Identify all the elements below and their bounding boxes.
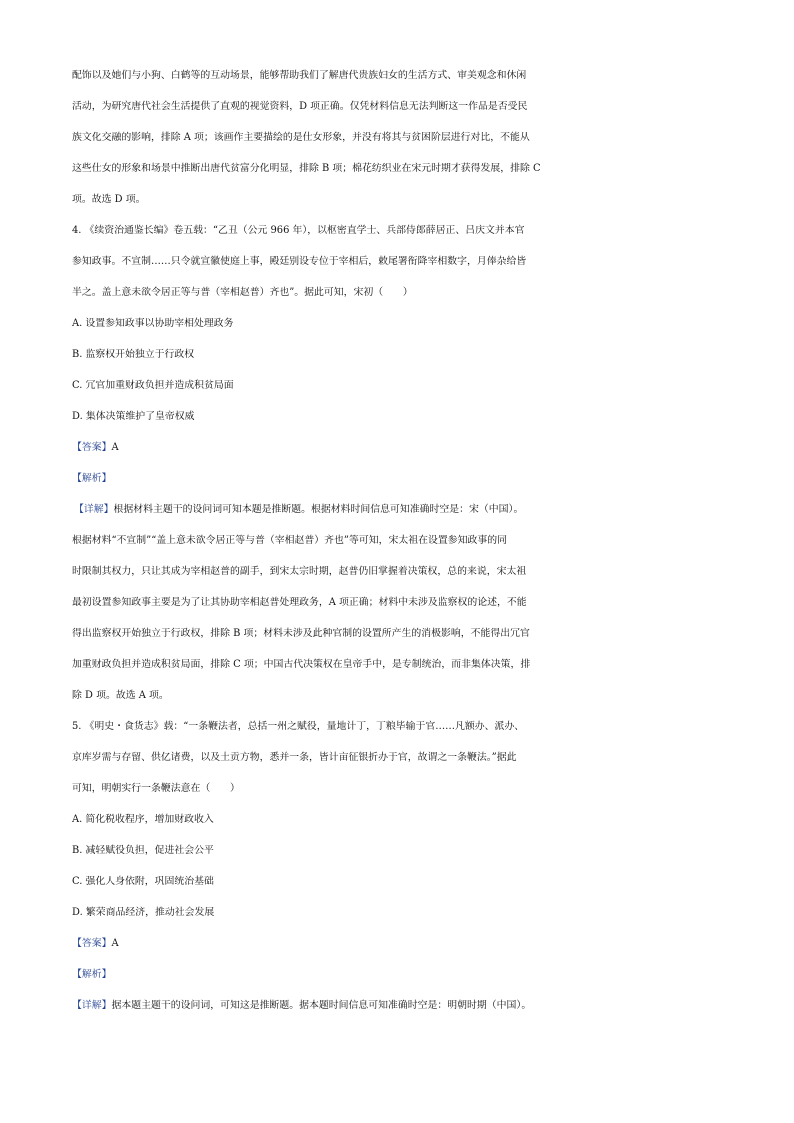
q4-option-a: A. 设置参知政事以协助宰相处理政务 (72, 318, 234, 329)
q4-option-c: C. 冗官加重财政负担并造成积贫局面 (72, 380, 234, 391)
answer-value: A (111, 442, 119, 453)
intro-line: 项。故选 D 项。 (72, 194, 146, 205)
detail-label: 【详解】 (74, 504, 114, 515)
q5-answer (72, 934, 732, 954)
q5-option-b: B. 减轻赋役负担，促进社会公平 (72, 845, 214, 856)
q4-detail-line: 得出监察权开始独立于行政权，排除 B 项；材料未涉及此种官制的设置所产生的消极影响，不能得出冗官 (72, 628, 530, 639)
q5-stem-line: 京库岁需与存留、供亿诸费，以及土贡方物，悉并一条，皆计亩征银折办于官，故谓之一条鞭法。”据此 (72, 752, 517, 763)
q4-option-b: B. 监察权开始独立于行政权 (72, 349, 195, 360)
q5-stem-line: 5. 《明史・食货志》载：“一条鞭法者，总括一州之赋役，量地计丁，丁粮毕输于官……凡额办、派办、 (72, 721, 525, 732)
q4-stem-line: 参知政事。不宣制……只令就宣徽使庭上事，殿廷别设专位于宰相后，敕尾署衔降宰相数字，月俸杂给皆 (72, 256, 527, 267)
q4-detail-line: 根据材料“不宣制”“盖上意未欲令居正等与普（宰相赵普）齐也”等可知，宋太祖在设置参知政事的同 (72, 535, 507, 546)
answer-value: A (111, 938, 119, 949)
answer-label: 【答案】 (72, 938, 112, 949)
analysis-label: 【解析】 (72, 473, 112, 484)
intro-line: 这些仕女的形象和场景中推断出唐代贫富分化明显，排除 B 项；棉花纺织业在宋元时期才获得发展，排除 C (72, 163, 541, 174)
intro-line: 活动，为研究唐代社会生活提供了直观的视觉资料，D 项正确。仅凭材料信息无法判断这一作品是否受民 (72, 101, 528, 112)
q4-detail-line: 除 D 项。故选 A 项。 (72, 690, 169, 701)
q5-analysis (72, 965, 732, 985)
answer-label: 【答案】 (72, 442, 112, 453)
detail-label: 【详解】 (72, 1000, 112, 1011)
q4-detail-line: 时限制其权力，只让其成为宰相赵普的副手，到宋太宗时期，赵普仍旧掌握着决策权，总的来说，宋太祖 (72, 566, 527, 577)
intro-line: 族文化交融的影响，排除 A 项；该画作主要描绘的是仕女形象，并没有将其与贫困阶层进行对比，不能从 (72, 132, 530, 143)
q4-stem-line: 半之。盖上意未欲令居正等与普（宰相赵普）齐也”。据此可知，宋初（ ） (72, 287, 413, 298)
intro-line: 配饰以及她们与小狗、白鹤等的互动场景，能够帮助我们了解唐代贵族妇女的生活方式、审美观念和休闲 (72, 70, 527, 81)
analysis-label: 【解析】 (72, 969, 112, 980)
q5-option-d: D. 繁荣商品经济，推动社会发展 (72, 907, 215, 918)
q5-option-a: A. 简化税收程序，增加财政收入 (72, 814, 214, 825)
q4-stem-line: 4. 《续资治通鉴长编》卷五载：“乙丑（公元 966 年），以枢密直学士、兵部侍郎薛居正、吕庆文并本官 (72, 225, 525, 236)
q5-detail-line: 【详解】据本题主题干的设问词，可知这是推断题。据本题时间信息可知准确时空是：明朝时期（中国）。 (72, 1000, 532, 1011)
q4-option-d: D. 集体决策维护了皇帝权威 (72, 411, 195, 422)
q5-stem-line: 可知，明朝实行一条鞭法意在（ ） (72, 783, 240, 794)
q4-answer (72, 438, 732, 458)
q4-detail-line: 加重财政负担并造成积贫局面，排除 C 项；中国古代决策权在皇帝手中，是专制统治，而非集体决策，排 (72, 659, 531, 670)
q5-option-c: C. 强化人身依附，巩固统治基础 (72, 876, 214, 887)
q4-analysis (72, 469, 732, 489)
q4-detail-line: 【详解】根据材料主题干的设问词可知本题是推断题。根据材料时间信息可知准确时空是：宋（中国）。 (74, 504, 524, 515)
q4-detail-line: 最初设置参知政事主要是为了让其协助宰相赵普处理政务，A 项正确；材料中未涉及监察权的论述，不能 (72, 597, 527, 608)
